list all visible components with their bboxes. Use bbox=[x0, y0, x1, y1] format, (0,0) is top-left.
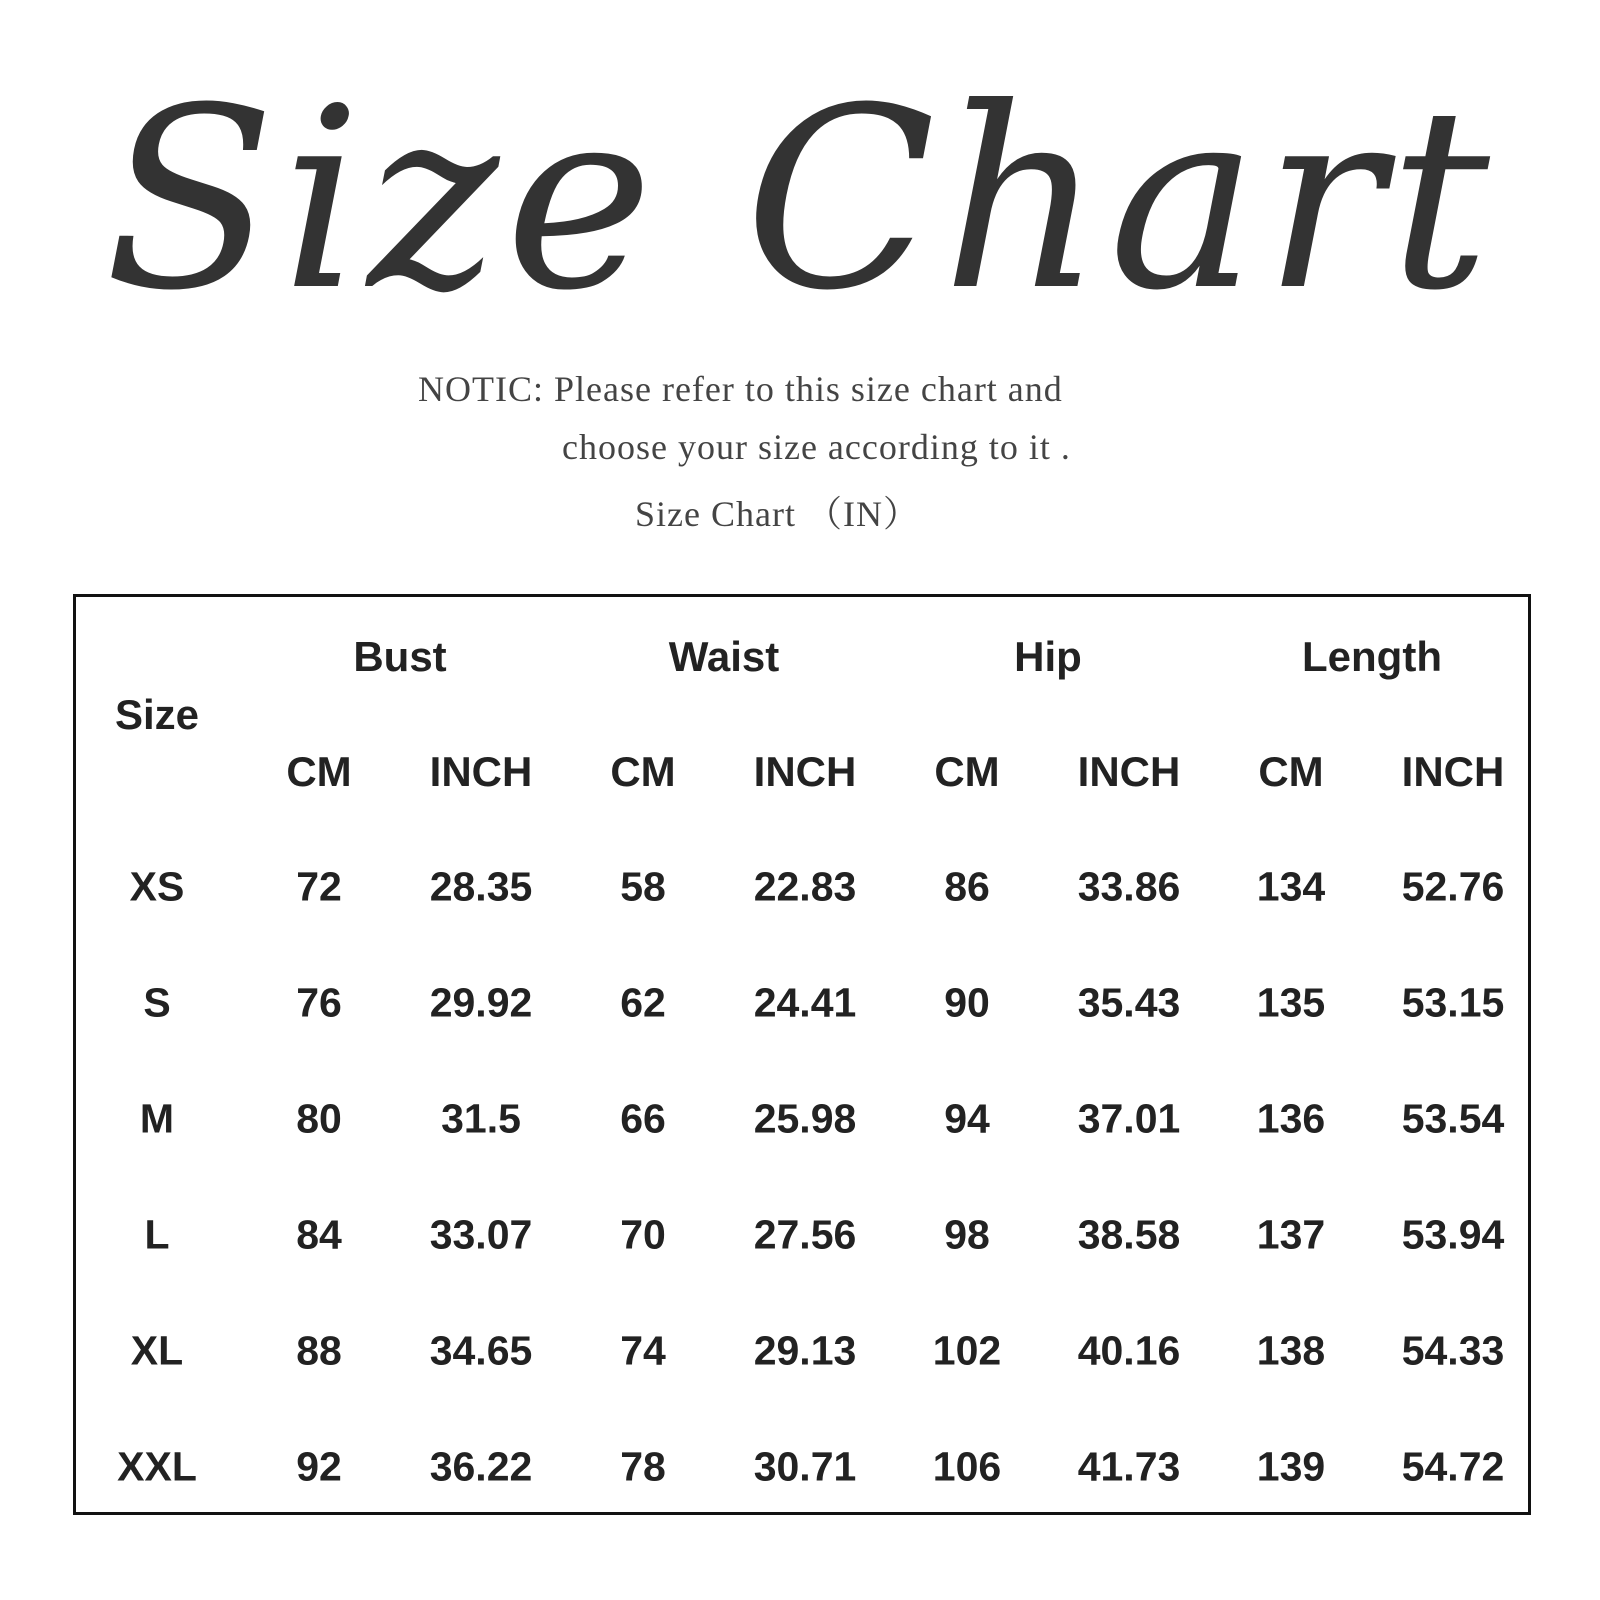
group-header: Waist bbox=[668, 633, 780, 680]
table-cell: 54.72 bbox=[1401, 1443, 1505, 1490]
table-cell: 66 bbox=[620, 1095, 666, 1142]
table-cell: 137 bbox=[1256, 1211, 1326, 1258]
unit-header: INCH bbox=[429, 748, 533, 795]
table-cell: 102 bbox=[932, 1327, 1002, 1374]
table-cell: 84 bbox=[296, 1211, 342, 1258]
table-cell: 33.86 bbox=[1077, 863, 1181, 910]
table-cell: 27.56 bbox=[753, 1211, 857, 1258]
row-size-label: XL bbox=[130, 1327, 184, 1374]
table-cell: 54.33 bbox=[1401, 1327, 1505, 1374]
group-header: Bust bbox=[353, 633, 447, 680]
page-title: Size Chart bbox=[104, 54, 1496, 345]
row-size-label: XS bbox=[129, 863, 185, 910]
notice-line-1: NOTIC: Please refer to this size chart and bbox=[418, 369, 1063, 409]
table-cell: 37.01 bbox=[1077, 1095, 1181, 1142]
table-cell: 94 bbox=[944, 1095, 990, 1142]
table-cell: 135 bbox=[1256, 979, 1326, 1026]
table-cell: 62 bbox=[620, 979, 666, 1026]
table-cell: 88 bbox=[296, 1327, 342, 1374]
row-size-label: L bbox=[144, 1211, 170, 1258]
table-cell: 106 bbox=[932, 1443, 1002, 1490]
table-cell: 52.76 bbox=[1401, 863, 1505, 910]
table-cell: 29.92 bbox=[429, 979, 533, 1026]
table-cell: 53.94 bbox=[1401, 1211, 1505, 1258]
table-cell: 74 bbox=[620, 1327, 666, 1374]
table-cell: 70 bbox=[620, 1211, 666, 1258]
table-cell: 138 bbox=[1256, 1327, 1326, 1374]
table-cell: 53.15 bbox=[1401, 979, 1505, 1026]
table-cell: 40.16 bbox=[1077, 1327, 1181, 1374]
table-cell: 35.43 bbox=[1077, 979, 1181, 1026]
table-cell: 30.71 bbox=[753, 1443, 857, 1490]
table-cell: 53.54 bbox=[1401, 1095, 1505, 1142]
table-cell: 38.58 bbox=[1077, 1211, 1181, 1258]
table-cell: 25.98 bbox=[753, 1095, 857, 1142]
table-cell: 36.22 bbox=[429, 1443, 533, 1490]
size-header: Size bbox=[114, 691, 200, 738]
unit-header: CM bbox=[286, 748, 352, 795]
table-cell: 76 bbox=[296, 979, 342, 1026]
table-cell: 134 bbox=[1256, 863, 1326, 910]
table-cell: 90 bbox=[944, 979, 990, 1026]
table-cell: 41.73 bbox=[1077, 1443, 1181, 1490]
unit-header: CM bbox=[934, 748, 1000, 795]
table-cell: 29.13 bbox=[753, 1327, 857, 1374]
unit-header: INCH bbox=[1077, 748, 1181, 795]
size-table bbox=[73, 594, 1531, 1515]
row-size-label: M bbox=[139, 1095, 175, 1142]
unit-header: INCH bbox=[1401, 748, 1505, 795]
group-header: Length bbox=[1302, 633, 1442, 680]
table-cell: 24.41 bbox=[753, 979, 857, 1026]
table-cell: 80 bbox=[296, 1095, 342, 1142]
table-cell: 78 bbox=[620, 1443, 666, 1490]
notice-line-3: Size Chart （IN） bbox=[635, 494, 920, 534]
table-cell: 58 bbox=[620, 863, 666, 910]
table-cell: 31.5 bbox=[441, 1095, 521, 1142]
table-cell: 136 bbox=[1256, 1095, 1326, 1142]
table-cell: 34.65 bbox=[429, 1327, 533, 1374]
unit-header: CM bbox=[1258, 748, 1324, 795]
row-size-label: XXL bbox=[117, 1443, 197, 1490]
table-cell: 86 bbox=[944, 863, 990, 910]
table-cell: 92 bbox=[296, 1443, 342, 1490]
table-cell: 98 bbox=[944, 1211, 990, 1258]
notice-line-2: choose your size according to it . bbox=[562, 427, 1071, 467]
unit-header: CM bbox=[610, 748, 676, 795]
unit-header: INCH bbox=[753, 748, 857, 795]
row-size-label: S bbox=[143, 979, 171, 1026]
group-header: Hip bbox=[1014, 633, 1082, 680]
table-cell: 72 bbox=[296, 863, 342, 910]
table-cell: 28.35 bbox=[429, 863, 533, 910]
table-cell: 33.07 bbox=[429, 1211, 533, 1258]
table-cell: 22.83 bbox=[753, 863, 857, 910]
table-cell: 139 bbox=[1256, 1443, 1326, 1490]
